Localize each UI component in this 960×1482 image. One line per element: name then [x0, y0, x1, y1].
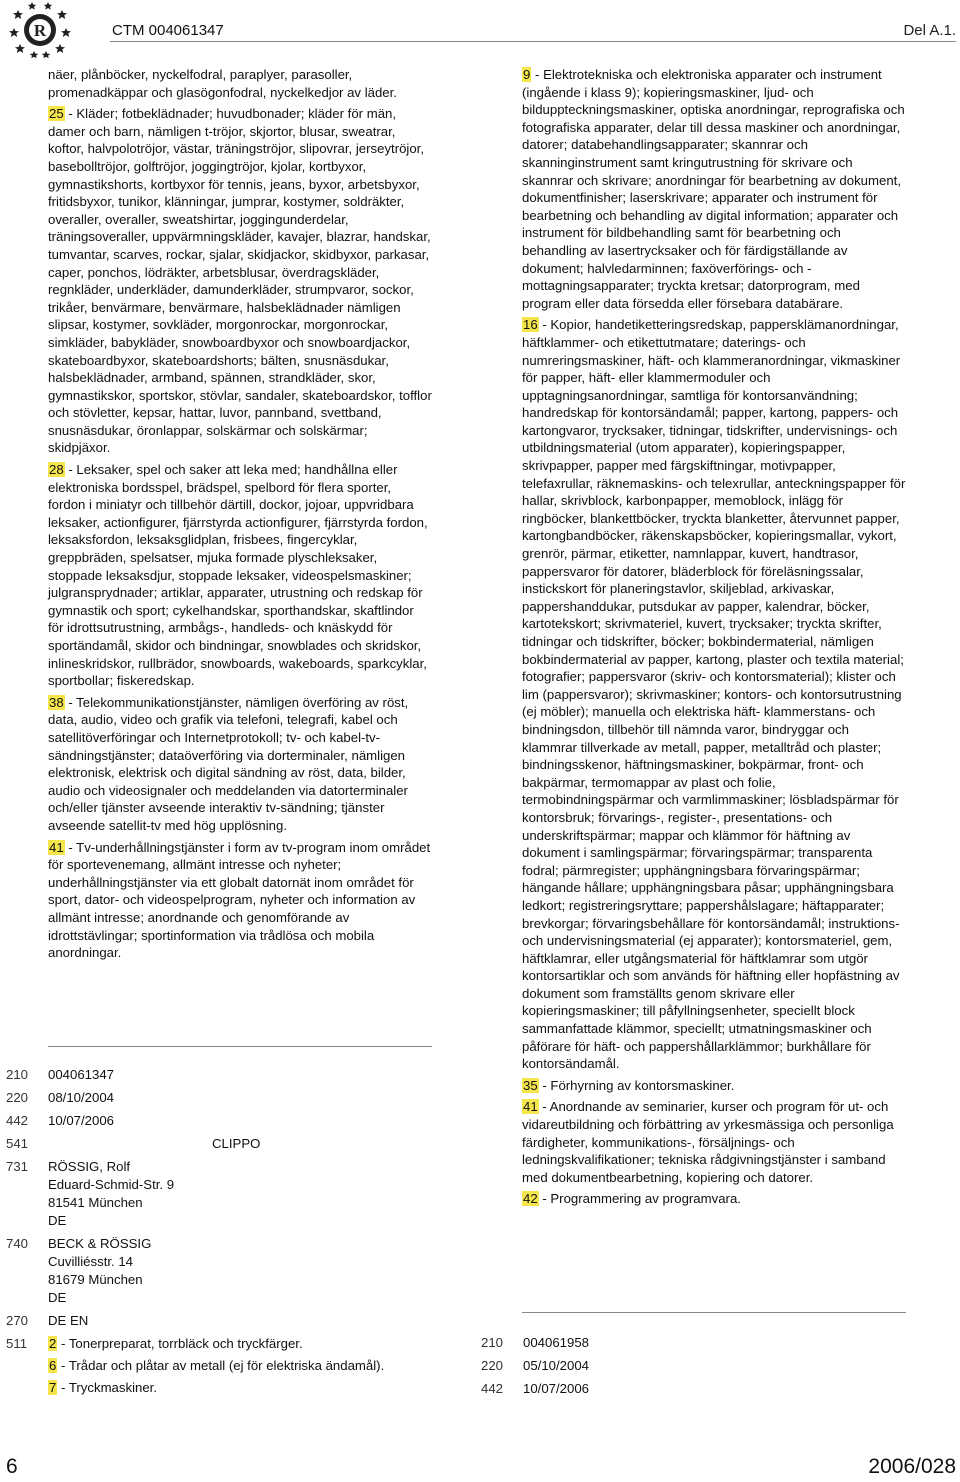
inid-code: 210 — [481, 1335, 504, 1350]
inid-code: 220 — [6, 1090, 29, 1105]
left-classes — [48, 105, 432, 962]
class-number: 6 — [49, 1358, 57, 1373]
biblio-line: 004061958 — [523, 1335, 590, 1350]
biblio-line: 81679 München — [48, 1272, 143, 1287]
right-classes — [522, 66, 906, 1208]
continuation-text: näer, plånböcker, nyckelfodral, paraplyer, parasoller, promenadkäppar och glasögonfodral, nyckelkedjor av läder. — [48, 67, 397, 100]
svg-text:R: R — [33, 21, 47, 40]
class-number: 41 — [523, 1099, 538, 1115]
biblio-row — [6, 1312, 436, 1330]
biblio-row — [481, 1334, 911, 1352]
class-description: - Kopior, handetiketteringsredskap, pappersklämanordningar, häftklammer- och etikettutmatare; daterings- och numreringsmaskiner, häft- och klammeranordningar, vikmaskiner för papper, häft- eller klammermoduler och upptagningsanordningar, samtliga för kontorsanvändning; handredskap för kontorsändamål; papper, kartong, pappers- och kartongvaror, trycksaker, tidningar, tidskrifter, undervisnings- och utbildningsmaterial (utom apparater), kopieringspapper, skrivpapper, papper med färgskiftningar, motivpapper, telefaxrullar, räknemaskins- och telexrullar, anteckningspapper för hallar, skrivblock, karbonpapper, memoblock, inlägg för ringböcker, blankettböcker, tryckta blanketter, återvunnet papper, kartongbandböcker, räkenskapsböcker, kopieringsmallar, vykort, grenrör, pärmar, etiketter, namnlappar, kuvert, handtrasor, pappersvaror för datorer, bläderblock för föreläsningssalar, instickskort för planeringstavlor, skiljeblad, arkivaskar, pappershanddukar, putsdukar av papper, kalendrar, böcker, kartotekskort; skrivmateriel, kuvert, trycksaker; tryckta skrifter, tidningar och tidskrifter, böcker; bokbindermaterial, nämligen bokbindermaterial av papper, kartong, plaster och textila material; fotografier; pappersvaror (skriv- och kontorsmaterial); klister och lim (pappersvaror); skrivmaskiner; kontors- och kontorsutrustning (ej möbler); manuella och elektriska häft- klammerstans- och bindningsdon, tillbehör till nämnda varor, bindryggar och klammrar tillverkade av metall, papper, metalltråd och plaster; bindningsskenor, häftningsmaskiner, bokpärmar, front- och bakpärmar, termomappar av plast och folie, termobindningspärmar och varmlimmaskiner; lösbladspärmar för kontorsbruk; förvarings-, register-, presentations- och underskriftspärmar; mappar och klämmor för häftning av dokument i samlingspärmar; förvaringspärmar; transparenta fodral; pärmregister; upphängningsbara förvaringspärmar; hängande hållare; upphängningsbara påsar; upphängningsbara ledkort; registreringsryttare; pappershålslagare; häftapparater; brevkorgar; förvaringsbehållare för kontorsändamål; instruktions- och undervisningsmaterial (ej apparater); kontorsmateriel, gem, häftklamrar, eller utgångsmaterial för häftklamrar som utgör kontorsartiklar och som används för häftning eller hopfästning av dokument som framställts genom skrivare eller kopieringsmaskiner; till påfyllningsenheter, speciellt block sammanfattade klämmor, speciellt; utmatningsmaskiner och påförare för häft- och pappershållarklämmor; burkhållare för kontorsändamål. — [522, 317, 906, 1072]
biblio-value — [48, 1089, 436, 1107]
header-rule — [110, 41, 956, 42]
class-number: 9 — [523, 67, 531, 82]
class-number: 42 — [523, 1191, 538, 1207]
biblio-row — [481, 1380, 911, 1398]
document-part: Del A.1. — [903, 22, 956, 39]
class-entry — [48, 461, 432, 690]
page-number: 6 — [6, 1455, 18, 1478]
right-column — [522, 66, 906, 1212]
class-description: - Kläder; fotbeklädnader; huvudbonader; kläder för män, damer och barn, nämligen t-tröjor, skjortor, blusar, sweatrar, koftor, halvpolotröjor, västar, träningströjor, slipovrar, jerseytröjor, basebolltröjor, golftröjor, joggingtröjor, kjolar, kortbyxor, gymnastikshorts, kortbyxor för tennis, jeans, byxor, arbetsbyxor, fritidsbyxor, tunikor, klänningar, jumprar, kostymer, soldräkter, overaller, overaller, sweatshirtar, joggingunderdelar, träningsoveraller, uppvärmningskläder, kavajer, blazrar, handskar, tumvantar, scarves, rockar, sjalar, skidjackor, skidbyxor, parkasar, caper, ponchos, lödräkter, arbetsblusar, överdragskläder, regnkläder, underkläder, damunderkläder, strumpvaror, sockor, trikåer, benvärmare, benvärmare, halsbeklädnader nämligen slipsar, kostymer, sovkläder, morgonrockar, morgonrockar, simkläder, babykläder, snowboardbyxor och snowboardjackor, skateboardbyxor, skateboardshorts; bälten, snusnäsdukar, halsbeklädnader, armband, spännen, strandkläder, skor, gymnastikskor, sportskor, stövlar, sandaler, skateboardskor, tofflor och stövletter, kepsar, hattar, luvor, pannband, svettband, snusnäsdukar, öronlappar, solskärmar och solskärmar; skidpjäxor. — [48, 106, 432, 456]
biblio-line: 81541 München — [48, 1195, 143, 1210]
class-entry — [48, 1357, 436, 1375]
biblio-value — [523, 1334, 911, 1352]
biblio-row — [481, 1357, 911, 1375]
biblio-line: DE EN — [48, 1313, 89, 1328]
biblio-line: 05/10/2004 — [523, 1358, 590, 1373]
class-description: - Anordnande av seminarier, kurser och program för ut- och vidareutbildning och förbättring av yrkesmässiga och personliga färdigheter, kommunikations-, försäljnings- och ledningskvalifikationer; tekniska rådgivningstjänster i samband med dokumentbearbetning, kopiering och datorer. — [522, 1099, 894, 1185]
bibliographic-data-left — [6, 1066, 436, 1401]
biblio-value — [523, 1380, 911, 1398]
class-number: 25 — [49, 106, 64, 122]
inid-code: 731 — [6, 1159, 29, 1174]
biblio-row — [6, 1112, 436, 1130]
bulletin-issue: 2006/028 — [868, 1455, 956, 1478]
inid-code: 210 — [6, 1067, 29, 1082]
class-entry — [48, 1335, 436, 1353]
biblio-row — [6, 1235, 436, 1307]
class-description: - Elektrotekniska och elektroniska apparater och instrument (ingående i klass 9); kopieringsmaskiner, ljud- och bilduppteckningsmaskiner, optiska anordningar, reprografiska och fotografiska apparater, delar till dessa maskiner och anordningar, datorer; databehandlingsapparater; skannrar och skanninginstrument samt kringutrustning för skrivare och skannrar och skrivare; anordningar för bearbetning av dokument, dokumentfinisher; laserskrivare; apparater och instrument för bearbetning och behandling av digital information; apparater och instrument för bildbehandling samt för bearbetning och behandling av lasertrycksaker och för färdigställande av dokument; halvledarminnen; faxöverförings- och -mottagningsapparater; tryckta kretsar; datorprogram, med program eller data försedda eller försebara databärare. — [522, 67, 905, 311]
class-number: 41 — [49, 839, 64, 855]
biblio-line: 10/07/2006 — [523, 1381, 590, 1396]
biblio-row — [6, 1158, 436, 1230]
class-number: 28 — [49, 462, 64, 478]
biblio-line: 08/10/2004 — [48, 1090, 115, 1105]
inid-code: 270 — [6, 1313, 29, 1328]
class-description: - Leksaker, spel och saker att leka med; handhållna eller elektroniska bordsspel, brädspel, spelbord för flera sporter, fordon i miniatyr och tillbehör därtill, dockor, jojoar, uppvridbara leksaker, actionfigurer, fjärrstyrda actionfigurer, fjärrstyrda fordon, leksaksfordon, leksaksglidplan, frisbees, fingercyklar, greppbräden, spelsatser, mjuka formade plyschleksaker, stoppade leksaksdjur, stoppade leksaker, videospelsmaskiner; julgransprydnader; artiklar, apparater, utrustning och redskap för gymnastik och sport; cykelhandskar, sporthandskar, skaftlindor för idrottsutrustning, armbågs-, handleds- och knäskydd för sportändamål, skidor och bindningar, snowblades och skridskor, inlineskridskor, rullbrädor, snowboards, wakeboards, sparkcyklar, sportbollar; fiskeredskap. — [48, 462, 428, 689]
class-description: - Programmering av programvara. — [538, 1191, 741, 1207]
inid-code: 442 — [481, 1381, 504, 1396]
class-entry — [522, 316, 906, 1073]
class-description: - Tv-underhållningstjänster i form av tv-program inom området för sportevenemang, allmänt intresse och nyheter; underhållningstjänster via ett globalt datornät inom området för sport, dator- och videospelprogram, nyheter och information av allmänt intresse; anordnande och genomförande av idrottstävlingar; sportinformation via trådlösa och mobila anordningar. — [48, 839, 431, 961]
class-number: 2 — [49, 1336, 57, 1351]
class-entry — [48, 105, 432, 457]
biblio-line: RÖSSIG, Rolf — [48, 1159, 131, 1174]
class-number: 16 — [523, 317, 538, 333]
class-entry — [522, 66, 906, 312]
class-entry — [522, 1190, 906, 1208]
biblio-value — [48, 1158, 436, 1230]
biblio-line: DE — [48, 1290, 67, 1305]
biblio-value — [48, 1335, 436, 1401]
left-divider — [48, 1046, 432, 1047]
bibliographic-data-right — [481, 1334, 911, 1403]
inid-code: 541 — [6, 1136, 29, 1151]
class-entry — [522, 1098, 906, 1186]
left-column — [48, 66, 432, 966]
biblio-row — [6, 1335, 436, 1401]
inid-code: 442 — [6, 1113, 29, 1128]
biblio-value — [48, 1312, 436, 1330]
class-description: - Tonerpreparat, torrbläck och tryckfärger. — [57, 1336, 303, 1351]
class-entry — [48, 1379, 436, 1397]
class-description: - Telekommunikationstjänster, nämligen överföring av röst, data, audio, video och grafik via telefoni, telegrafi, kabel och satellitöverföringar och Internetprotokoll; tv- och kabel-tv-sändningstjänster; dataöverföring via dorterminaler, nämligen elektronisk, elektrisk och digital sändning av röst, data, bilder, audio och videosignaler och meddelanden via datorterminaler och/eller tjänster avseende interaktiv tv-sändning; tjänster avseende satellit-tv med hög upplösning. — [48, 694, 409, 833]
class-entry — [522, 1077, 906, 1095]
biblio-line: 004061347 — [48, 1067, 115, 1082]
class-number: 35 — [523, 1077, 538, 1093]
class-description: - Trådar och plåtar av metall (ej för elektriska ändamål). — [57, 1358, 385, 1373]
class-number: 7 — [49, 1380, 57, 1395]
biblio-line: Eduard-Schmid-Str. 9 — [48, 1177, 175, 1192]
inid-code: 220 — [481, 1358, 504, 1373]
class-entry — [48, 694, 432, 835]
ohim-logo — [8, 2, 72, 58]
document-title: CTM 004061347 — [112, 22, 224, 39]
biblio-line: 10/07/2006 — [48, 1113, 115, 1128]
biblio-value — [48, 1066, 436, 1084]
biblio-row — [6, 1089, 436, 1107]
inid-code: 740 — [6, 1236, 29, 1251]
class-description: - Förhyrning av kontorsmaskiner. — [538, 1077, 735, 1093]
class-description: - Tryckmaskiner. — [57, 1380, 157, 1395]
biblio-value — [48, 1235, 436, 1307]
inid-code: 511 — [6, 1336, 28, 1351]
class-number: 38 — [49, 694, 64, 710]
biblio-line: Cuvilliésstr. 14 — [48, 1254, 134, 1269]
biblio-line: DE — [48, 1213, 67, 1228]
biblio-value — [48, 1135, 436, 1153]
biblio-value — [48, 1112, 436, 1130]
biblio-line: BECK & RÖSSIG — [48, 1236, 152, 1251]
biblio-line: CLIPPO — [212, 1136, 261, 1151]
right-divider — [522, 1312, 906, 1313]
biblio-value — [523, 1357, 911, 1375]
class-entry — [48, 839, 432, 962]
biblio-row — [6, 1066, 436, 1084]
biblio-row — [6, 1135, 436, 1153]
